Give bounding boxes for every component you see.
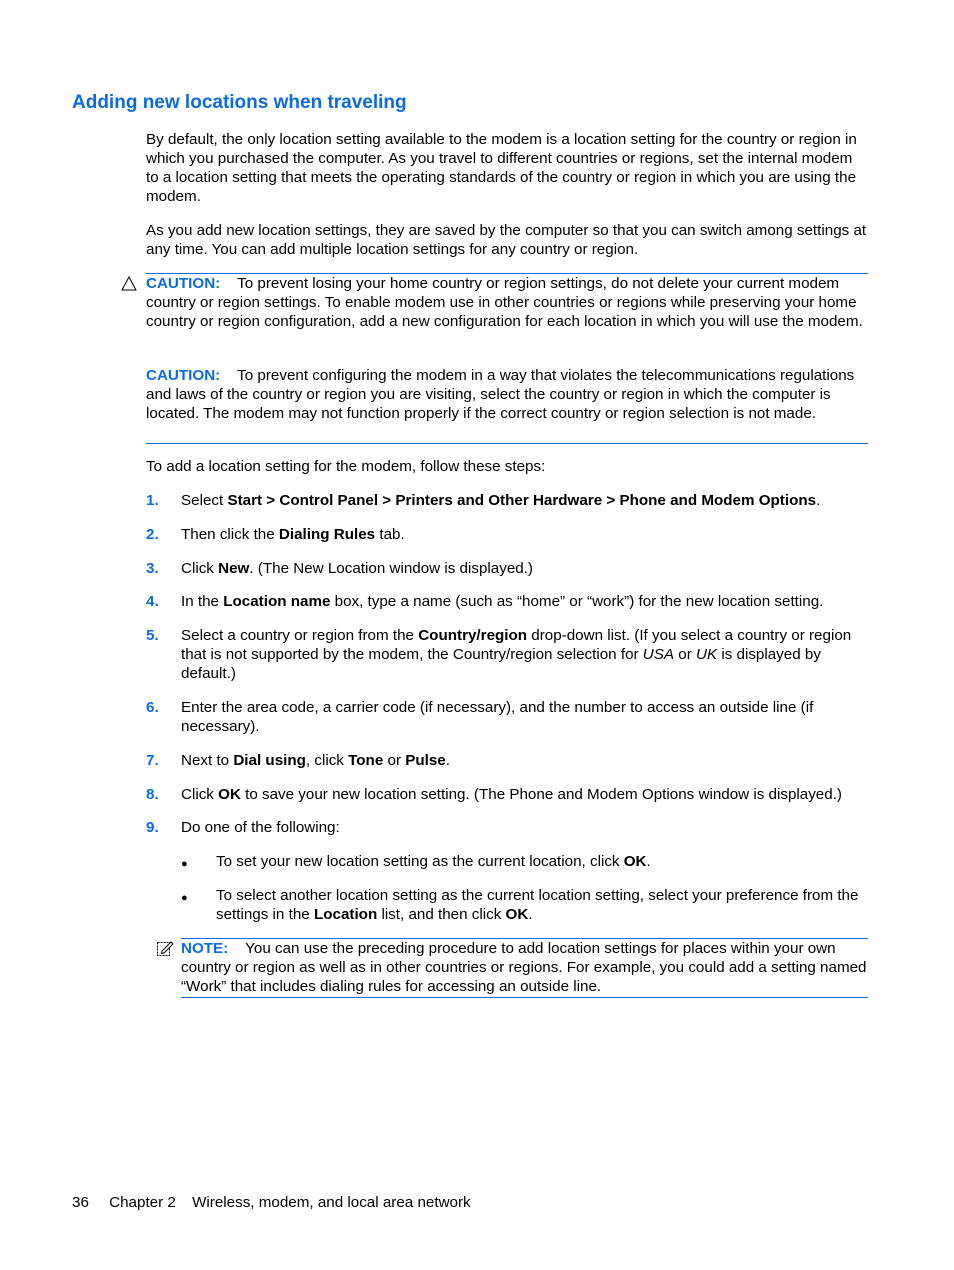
step-text-part: OK [218,786,241,803]
step-text [181,525,868,544]
bullet-text-part: To select another location setting as the current location setting, select your preference from the settings in the [216,887,859,923]
step-text-part: Then click the [181,526,279,543]
step-text-part: . [816,492,821,509]
step-text-part: Select a country or region from the [181,627,419,644]
step-text-part: is displayed by default.) [181,646,821,682]
step-text [181,626,868,683]
note [181,939,868,996]
bullet-item [181,852,868,871]
page-footer [72,1193,487,1212]
step-text [181,559,868,578]
intro-text-2: As you add new location settings, they are saved by the computer so that you can switch among settings at any time. You can add multiple location settings for any country or region. [146,222,867,258]
step-text [181,751,868,770]
intro-text-1: By default, the only location setting available to the modem is a location setting for the country or region in which you purchased the computer. As you travel to different countries or regions, set the internal modem to a location setting that meets the operating standards of the country or region in which you are using the modem. [146,131,857,205]
step-item [146,491,868,510]
step-number: 9. [146,819,159,836]
bullet-text-part: . [646,853,651,870]
step-text-part: . [445,752,450,769]
step-item [146,626,868,683]
bullet-text [216,886,868,924]
step-text-part: Start > Control Panel > Printers and Other Hardware > Phone and Modem Options [227,492,817,509]
caution-label: CAUTION: [146,275,221,292]
step-text-part: Dial using [233,752,306,769]
step-text-part: Location name [223,593,331,610]
bullet-text-part: OK [623,853,647,870]
step-text-part: Enter the area code, a carrier code (if necessary), and the number to access an outside line (if necessary). [181,699,814,735]
intro-paragraph-1 [146,130,868,206]
step-text [181,698,868,736]
bullet-dot-icon: ● [181,892,188,904]
step-item [146,818,868,837]
step-text-part: tab. [375,526,405,543]
caution-label: CAUTION: [146,367,221,384]
step-number: 1. [146,492,159,509]
step-number: 5. [146,627,159,644]
step-text [181,818,868,837]
caution-1 [146,274,868,331]
step-item [146,592,868,611]
bullet-dot-icon: ● [181,858,188,870]
step-number: 3. [146,560,159,577]
step-text-part: Select [181,492,228,509]
note-text: You can use the preceding procedure to add location settings for places within your own country or region as well as in other countries or regions. For example, you could add a setting named “Work” that includes dialing rules for accessing an outside line. [181,940,867,995]
caution-triangle-icon [121,276,137,296]
caution-text-2: To prevent configuring the modem in a way that violates the telecommunications regulations and laws of the country or region you are visiting, select the country or region in which the computer is located. The modem may not function properly if the correct country or region selection is not made. [146,367,855,422]
step-text-part: In the [181,593,224,610]
step-text [181,592,868,611]
step-number: 4. [146,593,159,610]
bullet-text-part: To set your new location setting as the current location, click [216,853,624,870]
section-heading: Adding new locations when traveling [72,92,407,113]
step-item [146,525,868,544]
step-text-part: New [218,560,250,577]
step-text-part: box, type a name (such as “home” or “work”) for the new location setting. [330,593,824,610]
chapter-label: Chapter 2 [109,1194,176,1211]
step-text-part: Dialing Rules [278,526,376,543]
page-number: 36 [72,1194,89,1211]
chapter-title: Wireless, modem, and local area network [192,1194,471,1211]
step-number: 6. [146,699,159,716]
step-text-part: UK [695,646,718,663]
bullet-text-part: OK [505,906,529,923]
step-item [146,751,868,770]
bullet-item [181,886,868,924]
step-text-part: Next to [181,752,234,769]
step-text-part: Do one of the following: [181,819,340,836]
step-text-part: to save your new location setting. (The Phone and Modem Options window is displayed.) [240,786,842,803]
note-pencil-icon [156,939,174,962]
step-text [181,785,868,804]
step-text-part: . (The New Location window is displayed.) [249,560,533,577]
step-text-part: or [674,646,696,663]
step-item [146,559,868,578]
bullet-text-part: Location [313,906,378,923]
steps-intro-text: To add a location setting for the modem, follow these steps: [146,458,546,475]
step-item [146,785,868,804]
step-text-part: Click [181,560,219,577]
bullet-text [216,852,868,871]
step-text-part: Pulse [405,752,446,769]
step-text-part: Tone [348,752,384,769]
steps-intro [146,457,868,476]
step-number: 2. [146,526,159,543]
step-text [181,491,868,510]
caution-text-1: To prevent losing your home country or region settings, do not delete your current modem country or region settings. To enable modem use in other countries or regions while preserving your home country or region configuration, add a new configuration for each location in which you will use the modem. [146,275,863,330]
note-bottom-rule [181,997,868,998]
step-number: 8. [146,786,159,803]
intro-paragraph-2 [146,221,868,259]
note-label: NOTE: [181,940,229,957]
step-text-part: , click [305,752,349,769]
step-text-part: Click [181,786,219,803]
step-text-part: USA [642,646,675,663]
step-text-part: Country/region [418,627,528,644]
step-text-part: drop-down list. (If you select a country or region that is not supported by the modem, the Country/region selection for [181,627,852,663]
caution-2 [146,366,868,423]
step-item [146,698,868,736]
bullet-text-part: . [528,906,533,923]
step-text-part: or [383,752,406,769]
step-number: 7. [146,752,159,769]
caution-bottom-rule [146,443,868,444]
bullet-text-part: list, and then click [377,906,506,923]
